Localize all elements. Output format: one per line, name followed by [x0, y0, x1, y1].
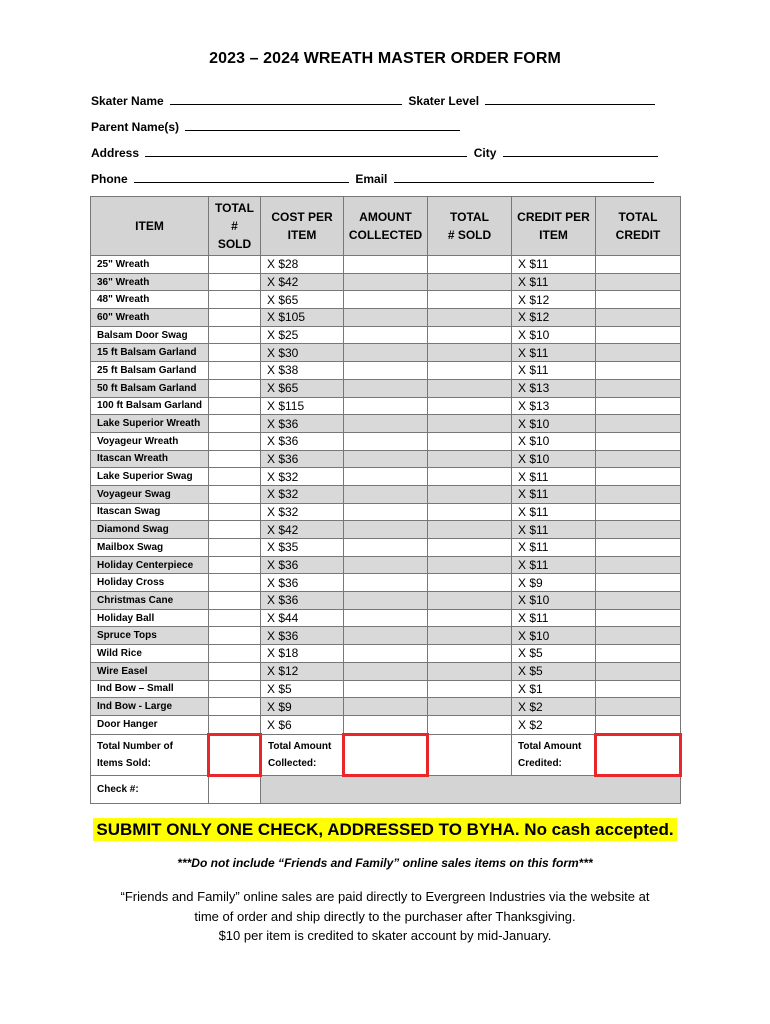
credit-per-item: X $10: [512, 432, 596, 450]
cost-per-item: X $44: [261, 609, 344, 627]
total-credit-input[interactable]: [596, 698, 681, 716]
credit-per-item: X $5: [512, 662, 596, 680]
item-name: Door Hanger: [91, 715, 209, 734]
cost-per-item: X $9: [261, 698, 344, 716]
total-sold-2-input[interactable]: [428, 362, 512, 380]
cost-per-item: X $35: [261, 539, 344, 557]
table-row: [91, 556, 681, 574]
item-name: Voyageur Wreath: [91, 432, 209, 450]
total-credit-input[interactable]: [596, 362, 681, 380]
header-credit-per-item: CREDIT PER ITEM: [512, 197, 596, 256]
total-sold-2-input[interactable]: [428, 609, 512, 627]
total-sold-input[interactable]: [209, 662, 261, 680]
amount-collected-input[interactable]: [344, 627, 428, 645]
amount-collected-input[interactable]: [344, 309, 428, 327]
total-sold-2-input[interactable]: [428, 645, 512, 663]
total-credit-input[interactable]: [596, 309, 681, 327]
online-sales-note: ***Do not include “Friends and Family” online sales items on this form***: [177, 856, 593, 870]
credit-per-item: X $13: [512, 397, 596, 415]
city-label: City: [473, 146, 497, 160]
table-row: [91, 539, 681, 557]
info-line: time of order and ship directly to the purchaser after Thanksgiving.: [194, 908, 576, 924]
header-total-credit: TOTAL CREDIT: [596, 197, 681, 256]
total-items-sold-label: Total Number of Items Sold:: [91, 734, 209, 775]
table-row: [91, 344, 681, 362]
amount-collected-input[interactable]: [344, 450, 428, 468]
cost-per-item: X $32: [261, 468, 344, 486]
item-name: Itascan Wreath: [91, 450, 209, 468]
total-sold-input[interactable]: [209, 432, 261, 450]
total-sold-2-input[interactable]: [428, 450, 512, 468]
credit-per-item: X $1: [512, 680, 596, 698]
total-sold-2-input[interactable]: [428, 326, 512, 344]
total-sold-2-input[interactable]: [428, 415, 512, 433]
total-credit-input[interactable]: [596, 574, 681, 592]
total-credit-input[interactable]: [596, 326, 681, 344]
check-number-label: Check #:: [91, 775, 209, 803]
email-label: Email: [355, 172, 388, 186]
total-sold-2-input[interactable]: [428, 397, 512, 415]
submit-notice: [0, 820, 770, 840]
skater-level-label: Skater Level: [408, 94, 480, 108]
item-name: 25" Wreath: [91, 256, 209, 274]
item-name: Holiday Centerpiece: [91, 556, 209, 574]
table-row: [91, 309, 681, 327]
cost-per-item: X $36: [261, 627, 344, 645]
total-sold-2-input[interactable]: [428, 256, 512, 274]
total-sold-2-input[interactable]: [428, 662, 512, 680]
header-cost-per-item: COST PER ITEM: [261, 197, 344, 256]
total-sold-2-input[interactable]: [428, 680, 512, 698]
amount-collected-input[interactable]: [344, 432, 428, 450]
total-sold-2-input[interactable]: [428, 715, 512, 734]
total-sold-input[interactable]: [209, 273, 261, 291]
address-field[interactable]: [145, 146, 467, 157]
info-line: $10 per item is credited to skater account by mid-January.: [218, 928, 552, 943]
total-sold-input[interactable]: [209, 645, 261, 663]
total-credit-input[interactable]: [596, 503, 681, 521]
credit-per-item: X $11: [512, 485, 596, 503]
credit-per-item: X $11: [512, 521, 596, 539]
total-sold-input[interactable]: [209, 539, 261, 557]
credit-per-item: X $10: [512, 415, 596, 433]
total-credit-input[interactable]: [596, 291, 681, 309]
total-credit-input[interactable]: [596, 432, 681, 450]
amount-collected-input[interactable]: [344, 609, 428, 627]
total-credit-input[interactable]: [596, 397, 681, 415]
table-row: [91, 503, 681, 521]
cost-per-item: X $42: [261, 273, 344, 291]
total-sold-input[interactable]: [209, 698, 261, 716]
table-row: [91, 592, 681, 610]
item-name: 60" Wreath: [91, 309, 209, 327]
amount-collected-input[interactable]: [344, 503, 428, 521]
table-row: [91, 256, 681, 274]
cost-per-item: X $38: [261, 362, 344, 380]
cost-per-item: X $65: [261, 291, 344, 309]
total-credit-input[interactable]: [596, 592, 681, 610]
total-sold-2-input[interactable]: [428, 539, 512, 557]
credit-per-item: X $11: [512, 503, 596, 521]
table-row: [91, 291, 681, 309]
table-row: [91, 326, 681, 344]
amount-collected-input[interactable]: [344, 592, 428, 610]
online-sales-info: [0, 887, 770, 946]
credit-per-item: X $2: [512, 715, 596, 734]
amount-collected-input[interactable]: [344, 326, 428, 344]
credit-per-item: X $11: [512, 609, 596, 627]
cost-per-item: X $36: [261, 592, 344, 610]
item-name: 36" Wreath: [91, 273, 209, 291]
amount-collected-input[interactable]: [344, 715, 428, 734]
item-name: Holiday Ball: [91, 609, 209, 627]
header-row: [91, 197, 681, 256]
table-row: [91, 662, 681, 680]
info-line: “Friends and Family” online sales are paid directly to Evergreen Industries via the website at: [120, 889, 650, 904]
cost-per-item: X $105: [261, 309, 344, 327]
total-sold-2-input[interactable]: [428, 627, 512, 645]
total-sold-2-input[interactable]: [428, 273, 512, 291]
email-field[interactable]: [394, 172, 654, 183]
item-name: Balsam Door Swag: [91, 326, 209, 344]
header-total-sold: TOTAL # SOLD: [209, 197, 261, 256]
total-sold-2-input[interactable]: [428, 379, 512, 397]
total-credit-input[interactable]: [596, 609, 681, 627]
table-row: [91, 273, 681, 291]
cost-per-item: X $115: [261, 397, 344, 415]
table-row: [91, 468, 681, 486]
table-row: [91, 379, 681, 397]
cost-per-item: X $25: [261, 326, 344, 344]
amount-collected-input[interactable]: [344, 415, 428, 433]
credit-per-item: X $9: [512, 574, 596, 592]
header-item: ITEM: [91, 197, 209, 256]
address-row: [91, 146, 661, 160]
total-sold-input[interactable]: [209, 485, 261, 503]
amount-collected-input[interactable]: [344, 556, 428, 574]
total-credit-input[interactable]: [596, 521, 681, 539]
table-row: [91, 432, 681, 450]
parent-names-label: Parent Name(s): [91, 120, 180, 134]
amount-collected-input[interactable]: [344, 468, 428, 486]
total-credit-input[interactable]: [596, 627, 681, 645]
amount-collected-input[interactable]: [344, 379, 428, 397]
item-name: Diamond Swag: [91, 521, 209, 539]
total-sold-input[interactable]: [209, 291, 261, 309]
skater-info-row: [91, 94, 658, 108]
cost-per-item: X $30: [261, 344, 344, 362]
credit-per-item: X $11: [512, 468, 596, 486]
credit-per-item: X $11: [512, 556, 596, 574]
total-sold-input[interactable]: [209, 503, 261, 521]
amount-collected-input[interactable]: [344, 662, 428, 680]
total-credit-input[interactable]: [596, 539, 681, 557]
total-amount-collected-box[interactable]: [344, 734, 428, 775]
skater-level-field[interactable]: [485, 94, 655, 105]
cost-per-item: X $36: [261, 556, 344, 574]
totals-blank-cell: [428, 734, 512, 775]
amount-collected-input[interactable]: [344, 362, 428, 380]
total-amount-credited-label: Total Amount Credited:: [512, 734, 596, 775]
item-name: 25 ft Balsam Garland: [91, 362, 209, 380]
item-name: 15 ft Balsam Garland: [91, 344, 209, 362]
city-field[interactable]: [503, 146, 658, 157]
totals-row: [91, 734, 681, 775]
total-sold-input[interactable]: [209, 344, 261, 362]
total-credit-input[interactable]: [596, 715, 681, 734]
skater-name-label: Skater Name: [91, 94, 164, 108]
total-amount-collected-label: Total Amount Collected:: [261, 734, 344, 775]
amount-collected-input[interactable]: [344, 680, 428, 698]
credit-per-item: X $11: [512, 362, 596, 380]
total-sold-2-input[interactable]: [428, 432, 512, 450]
credit-per-item: X $10: [512, 326, 596, 344]
amount-collected-input[interactable]: [344, 256, 428, 274]
address-label: Address: [91, 146, 140, 160]
credit-per-item: X $12: [512, 291, 596, 309]
total-sold-input[interactable]: [209, 326, 261, 344]
total-sold-input[interactable]: [209, 609, 261, 627]
total-credit-input[interactable]: [596, 256, 681, 274]
total-credit-input[interactable]: [596, 468, 681, 486]
cost-per-item: X $6: [261, 715, 344, 734]
cost-per-item: X $36: [261, 574, 344, 592]
credit-per-item: X $11: [512, 256, 596, 274]
total-sold-2-input[interactable]: [428, 309, 512, 327]
total-sold-input[interactable]: [209, 556, 261, 574]
total-items-sold-box[interactable]: [209, 734, 261, 775]
cost-per-item: X $5: [261, 680, 344, 698]
total-sold-2-input[interactable]: [428, 574, 512, 592]
credit-per-item: X $5: [512, 645, 596, 663]
phone-field[interactable]: [134, 172, 349, 183]
total-sold-2-input[interactable]: [428, 592, 512, 610]
total-sold-input[interactable]: [209, 450, 261, 468]
total-sold-input[interactable]: [209, 362, 261, 380]
total-sold-2-input[interactable]: [428, 556, 512, 574]
cost-per-item: X $42: [261, 521, 344, 539]
total-sold-input[interactable]: [209, 309, 261, 327]
table-row: [91, 698, 681, 716]
total-sold-input[interactable]: [209, 521, 261, 539]
total-sold-2-input[interactable]: [428, 468, 512, 486]
cost-per-item: X $32: [261, 485, 344, 503]
item-name: Ind Bow – Small: [91, 680, 209, 698]
total-credit-input[interactable]: [596, 415, 681, 433]
total-credit-input[interactable]: [596, 379, 681, 397]
total-credit-input[interactable]: [596, 556, 681, 574]
total-sold-input[interactable]: [209, 379, 261, 397]
cost-per-item: X $36: [261, 450, 344, 468]
total-amount-credited-box[interactable]: [596, 734, 681, 775]
amount-collected-input[interactable]: [344, 397, 428, 415]
table-row: [91, 715, 681, 734]
total-sold-2-input[interactable]: [428, 344, 512, 362]
table-row: [91, 645, 681, 663]
cost-per-item: X $36: [261, 432, 344, 450]
amount-collected-input[interactable]: [344, 539, 428, 557]
cost-per-item: X $36: [261, 415, 344, 433]
total-sold-input[interactable]: [209, 715, 261, 734]
table-row: [91, 485, 681, 503]
item-name: Lake Superior Wreath: [91, 415, 209, 433]
item-name: Wild Rice: [91, 645, 209, 663]
total-credit-input[interactable]: [596, 645, 681, 663]
check-row-gray-fill: [261, 775, 681, 803]
amount-collected-input[interactable]: [344, 574, 428, 592]
amount-collected-input[interactable]: [344, 698, 428, 716]
item-name: Mailbox Swag: [91, 539, 209, 557]
item-name: 50 ft Balsam Garland: [91, 379, 209, 397]
cost-per-item: X $18: [261, 645, 344, 663]
header-total-sold-2: TOTAL # SOLD: [428, 197, 512, 256]
table-row: [91, 362, 681, 380]
order-table: [90, 196, 682, 804]
item-name: Spruce Tops: [91, 627, 209, 645]
item-name: Ind Bow - Large: [91, 698, 209, 716]
submit-notice-text: SUBMIT ONLY ONE CHECK, ADDRESSED TO BYHA. No cash accepted.: [93, 818, 676, 841]
amount-collected-input[interactable]: [344, 521, 428, 539]
table-row: [91, 627, 681, 645]
item-name: Wire Easel: [91, 662, 209, 680]
phone-label: Phone: [91, 172, 128, 186]
total-sold-2-input[interactable]: [428, 485, 512, 503]
credit-per-item: X $10: [512, 450, 596, 468]
table-row: [91, 521, 681, 539]
total-sold-input[interactable]: [209, 627, 261, 645]
credit-per-item: X $11: [512, 539, 596, 557]
total-sold-2-input[interactable]: [428, 291, 512, 309]
total-sold-2-input[interactable]: [428, 503, 512, 521]
amount-collected-input[interactable]: [344, 485, 428, 503]
credit-per-item: X $2: [512, 698, 596, 716]
table-row: [91, 415, 681, 433]
total-sold-input[interactable]: [209, 680, 261, 698]
item-name: Voyageur Swag: [91, 485, 209, 503]
item-name: Holiday Cross: [91, 574, 209, 592]
credit-per-item: X $10: [512, 627, 596, 645]
cost-per-item: X $12: [261, 662, 344, 680]
total-credit-input[interactable]: [596, 662, 681, 680]
item-name: Lake Superior Swag: [91, 468, 209, 486]
header-amount-collected: AMOUNT COLLECTED: [344, 197, 428, 256]
credit-per-item: X $12: [512, 309, 596, 327]
table-row: [91, 609, 681, 627]
amount-collected-input[interactable]: [344, 273, 428, 291]
total-credit-input[interactable]: [596, 450, 681, 468]
item-name: Itascan Swag: [91, 503, 209, 521]
credit-per-item: X $13: [512, 379, 596, 397]
amount-collected-input[interactable]: [344, 291, 428, 309]
amount-collected-input[interactable]: [344, 645, 428, 663]
total-sold-input[interactable]: [209, 574, 261, 592]
credit-per-item: X $11: [512, 273, 596, 291]
check-row: [91, 775, 681, 803]
total-credit-input[interactable]: [596, 485, 681, 503]
cost-per-item: X $65: [261, 379, 344, 397]
total-sold-input[interactable]: [209, 468, 261, 486]
item-name: 48" Wreath: [91, 291, 209, 309]
total-sold-input[interactable]: [209, 592, 261, 610]
table-row: [91, 574, 681, 592]
table-row: [91, 397, 681, 415]
total-sold-2-input[interactable]: [428, 698, 512, 716]
total-sold-input[interactable]: [209, 256, 261, 274]
parent-names-field[interactable]: [185, 120, 460, 131]
item-name: Christmas Cane: [91, 592, 209, 610]
cost-per-item: X $28: [261, 256, 344, 274]
item-name: 100 ft Balsam Garland: [91, 397, 209, 415]
table-row: [91, 680, 681, 698]
check-number-field[interactable]: [209, 775, 261, 803]
total-sold-2-input[interactable]: [428, 521, 512, 539]
table-row: [91, 450, 681, 468]
phone-row: [91, 172, 657, 186]
total-credit-input[interactable]: [596, 273, 681, 291]
total-credit-input[interactable]: [596, 344, 681, 362]
total-sold-input[interactable]: [209, 415, 261, 433]
total-sold-input[interactable]: [209, 397, 261, 415]
form-title: 2023 – 2024 WREATH MASTER ORDER FORM: [209, 50, 561, 67]
parent-row: [91, 120, 463, 134]
credit-per-item: X $11: [512, 344, 596, 362]
credit-per-item: X $10: [512, 592, 596, 610]
cost-per-item: X $32: [261, 503, 344, 521]
amount-collected-input[interactable]: [344, 344, 428, 362]
total-credit-input[interactable]: [596, 680, 681, 698]
skater-name-field[interactable]: [170, 94, 402, 105]
